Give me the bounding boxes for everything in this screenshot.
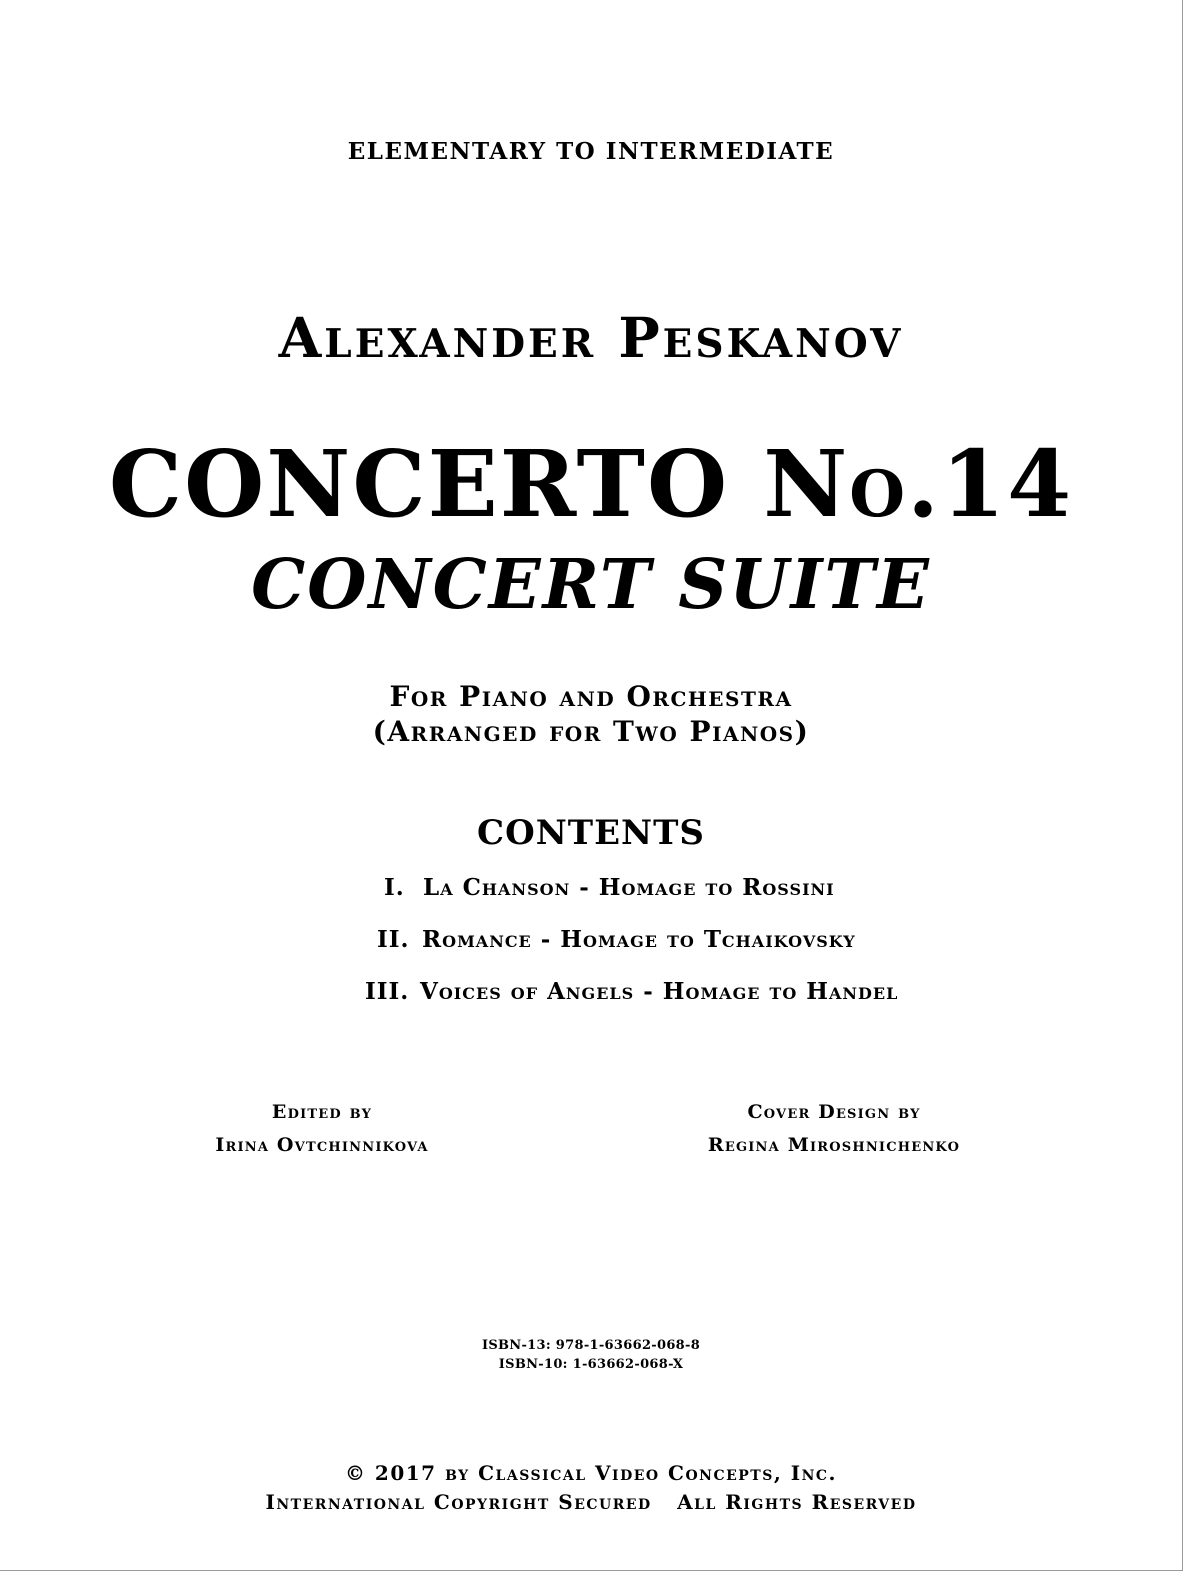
toc-item-2 [377,926,856,953]
toc-item-title: Romance - Homage to Tchaikovsky [422,926,856,953]
toc-item-number: III. [365,978,410,1005]
toc-item-1 [384,874,835,901]
toc-item-title: Voices of Angels - Homage to Handel [420,978,899,1005]
cover-design-label: Cover Design by [747,1101,921,1123]
copyright-line-1 [0,1461,1182,1485]
composer-name: Alexander Peskanov [278,305,904,370]
contents-heading: CONTENTS [477,813,705,853]
copyright-line-2: International Copyright Secured All Rights Reserved [265,1490,917,1514]
work-number: No.14 [763,430,1074,538]
copyright-year: © 2017 [344,1461,437,1485]
toc-item-3 [365,978,898,1005]
work-title-main: CONCERTO [108,430,764,538]
editor-name: Irina Ovtchinnikova [215,1134,429,1156]
scoring-line-2: (Arranged for Two Pianos) [372,715,810,748]
cover-design-name: Regina Miroshnichenko [707,1134,961,1156]
level-heading: ELEMENTARY TO INTERMEDIATE [347,138,835,165]
work-title [0,430,1182,538]
editor-label: Edited by [271,1101,373,1123]
work-subtitle: CONCERT SUITE [251,545,931,625]
isbn-10: ISBN-10: 1-63662-068-X [498,1357,684,1372]
toc-item-title: La Chanson - Homage to Rossini [423,874,835,901]
toc-item-number: II. [377,926,410,953]
isbn-13: ISBN-13: 978-1-63662-068-8 [481,1338,701,1353]
toc-item-number: I. [384,874,405,901]
scoring-line-1: For Piano and Orchestra [389,680,793,713]
copyright-holder: by Classical Video Concepts, Inc. [436,1461,838,1485]
